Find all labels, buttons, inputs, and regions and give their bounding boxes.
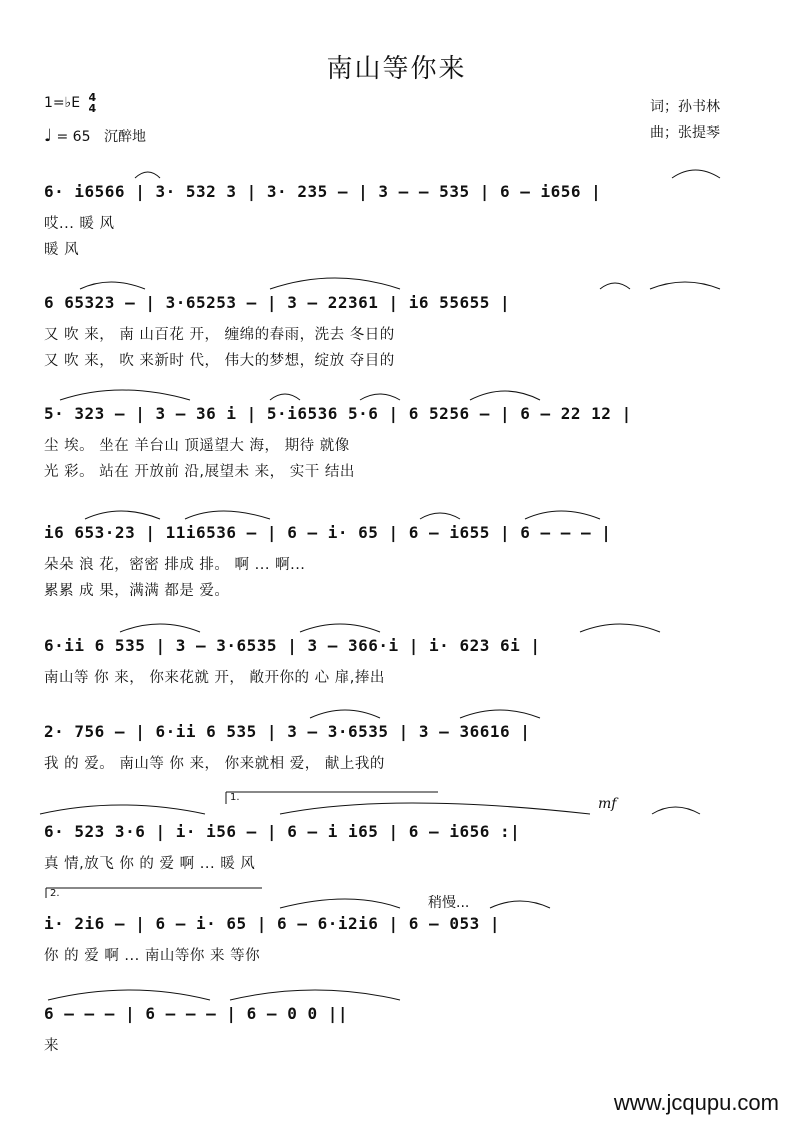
score-row-3 [0,404,793,514]
lyric-line-1: 哎... 暖 风 [44,216,115,232]
lyric-line-1: 来 [44,1038,59,1054]
notation-line: 6 – – – | 6 – – – | 6 – 0 0 || [44,1004,348,1023]
tempo-marking [44,126,90,146]
dynamic-marking: mf [598,796,617,812]
lyric-line-2: 又 吹 来， 吹 来新时 代， 伟大的梦想，绽放 夺目的 [44,353,395,369]
lyric-line-2: 累累 成 果，满满 都是 爱。 [44,583,230,599]
lyric-line-2: 光 彩。 站在 开放前 沿,展望未 来， 实干 结出 [44,464,355,480]
notation-line: 6· i6566 | 3· 532 3 | 3· 235 – | 3 – – 535 | 6 – i656 | [44,182,602,201]
volta-second-ending: 2. [50,888,60,899]
slur-marks [0,271,793,295]
time-sig-bottom: 4 [88,102,97,115]
slur-marks [0,382,793,406]
lyricist-credit: 词；孙书林 [650,99,720,115]
key-label: 1=♭E [44,95,81,111]
lyric-line-2: 暖 风 [44,242,80,258]
lyric-line-1: 尘 埃。 坐在 羊台山 顶遥望大 海， 期待 就像 [44,438,350,454]
notation-line: i6 653·23 | 11i6536 – | 6 – i· 65 | 6 – i655 | 6 – – – | [44,523,612,542]
slur-marks [0,501,793,525]
slur-marks [0,982,793,1006]
key-signature [44,92,96,114]
time-sig-top: 4 [88,91,97,104]
slur-marks [0,614,793,638]
composer-credit: 曲；张提琴 [650,125,720,141]
lyric-line-1: 朵朵 浪 花，密密 排成 排。 啊 ... 啊... [44,557,306,573]
volta-first-ending: 1. [230,792,240,803]
notation-line: i· 2i6 – | 6 – i· 65 | 6 – 6·i2i6 | 6 – 053 | [44,914,500,933]
lyric-line-1: 我 的 爱。 南山等 你 来， 你来就相 爱， 献上我的 [44,756,385,772]
time-signature [89,92,97,114]
notation-line: 6 65323 – | 3·65253 – | 3 – 22361 | i6 55655 | [44,293,511,312]
site-watermark: www.jcqupu.com [613,1090,779,1115]
lyric-line-1: 真 情,放飞 你 的 爱 啊 ... 暖 风 [44,856,256,872]
song-title: 南山等你来 [326,54,467,84]
notation-line: 6· 523 3·6 | i· i56 – | 6 – i i65 | 6 – i656 :| [44,822,521,841]
slur-marks [0,700,793,724]
lyric-line-1: 你 的 爱 啊 ... 南山等你 来 等你 [44,948,261,964]
lyric-line-1: 南山等 你 来， 你来花就 开， 敞开你的 心 扉,捧出 [44,670,385,686]
tempo-value: = 65 [56,129,91,145]
tempo-change-marking: 稍慢... [428,895,470,911]
notation-line: 6·ii 6 535 | 3 – 3·6535 | 3 – 366·i | i· 623 6i | [44,636,541,655]
notation-line: 2· 756 – | 6·ii 6 535 | 3 – 3·6535 | 3 – 36616 | [44,722,531,741]
notation-line: 5· 323 – | 3 – 36 i | 5·i6536 5·6 | 6 5256 – | 6 – 22 12 | [44,404,632,423]
expression-marking: 沉醉地 [104,129,146,145]
slur-marks [0,160,793,184]
quarter-note-icon: ♩ [44,126,53,146]
lyric-line-1: 又 吹 来， 南 山百花 开， 缠绵的春雨，洗去 冬日的 [44,327,395,343]
